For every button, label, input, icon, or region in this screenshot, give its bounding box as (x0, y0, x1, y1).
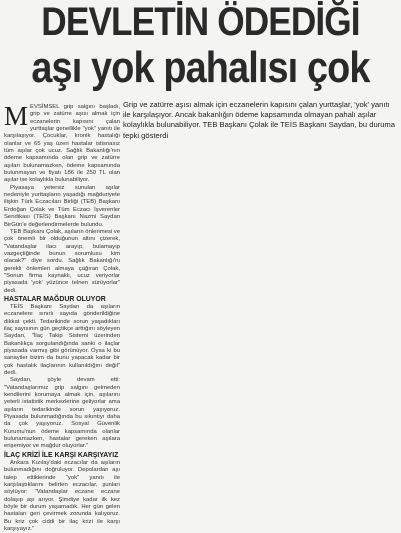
article-paragraph: TEB Başkanı Çolak, aşıların önlenmesi ve çok önemli bir olduğunun altını çizerek, "Vatandaşlar ilacı arayıp, bulamayıp vazgeçtiğinde bunun sorumlusu kim olacak?" diye sordu. Sağlık Bakanlığı'nı gerekli önlemleri almaya çağıran Çolak, "Sonun firma kaynaklı, ucuz veriyorlar piyasada 'yok' yüzünce telnen sürüyorlar" dedi. (4, 228, 121, 294)
article-lead: Grip ve zatürre aşısı almak için eczanelerin kapısını çalan yurttaşlar, 'yok' yanıtı ile karşılaşıyor. Ancak bakanlığın ödeme kapsamında olmayan pahalı aşılar kolaylıkla bulunabiliyor. TEB Başkanı Çolak ile TEİS Başkanı Saydan, bu duruma tepki gösterdi (123, 100, 395, 140)
headline-line-1: DEVLETİN ÖDEDİĞİ (41, 0, 360, 44)
subheading: HASTALAR MAĞDUR OLUYOR (4, 295, 106, 303)
drop-cap: M (4, 101, 29, 131)
article-paragraph: Piyasaya yetersiz sunulan aşılar nedeniyle yurttaşların yaşadığı mağduriyete ilişkin Türk Eczacıları Birliği (TEB) Başkanı Erdoğan Çolak ve Tüm Eczacı İşverenler Sendikası (TEİS) Başkanı Nazmi Saydan BirGün'e değerlendirmelerde bulundu. (4, 184, 120, 228)
article-paragraph: Ankara Kızılay'daki eczacılar da aşıların bulunmadığını doğruluyor. Depolardan aşı talep ettiklerinde "yok" yanıtı ile karşılaştıklarını belirten eczacılar, şunları söylüyor: "Vatandaşlar eczane eczane dolaşıp aşı arıyor. Şimdiye kadar ilk kez böyle bir durum yaşamadık. Her gün gelen hastaları geri çevirmek zorunda kalıyoruz. Bu kriz çok ciddi bir ilaç krizi ile karşı karşıyayız." (4, 459, 120, 532)
intro-text: EVSİMSEL grip salgını başladı, grip ve zatürre aşısı almak için eczanelerin kapısını çalan yurttaşlar genellikle "yok" yanıtı ile karşılaşıyor. Çocuklar, kronik hastalığı olanlar ve 65 yaş üzeri hastalar istisnasız tüm aşılar çok ucuz. Sağlık Bakanlığı'nın ödeme kapsamında olan grip ve zatürre aşıları bulunamazken, ödeme kapsamında bulunmayan ve fiyatı 186 ile 250 TL olan aşılar ise kolaylıkla bulunabiliyor. (4, 104, 120, 184)
article-paragraph: TEİS Başkanı Saydan da aşıların eczanelere sınırlı sayıda gönderildiğine dikkat çekti. Tedarikinde sorun yaşadıkları ilaç sayısının gün geçtikçe arttığını söyleyen Saydan, "İlaç Takip Sistemi üzerinden Bakanlıkça sorgulandığında sanki o ilaçlar piyasada varmış gibi görünüyor. Oysa ki bu sanayiler bizim da bunu yapacak kadar bir çok hastalık ilaçlarının kullanıldığını değil" dedi. (4, 303, 120, 377)
article-body (4, 101, 121, 533)
headline-line-2: aşı yok pahalısı çok (31, 43, 370, 92)
subheading: İLAÇ KRİZİ İLE KARŞI KARŞIYAYIZ (4, 451, 119, 459)
article-paragraph-intro (4, 101, 120, 185)
article-paragraph: Saydan, şöyle devam etti: "Vatandaşlarımız grip salgını gelmeden kendilerini korumaya almak için, aşılarını yeterli istatistik merkezlerine geliyorlar ama aşıların tedarikinde sorun yaşıyoruz. Piyasada bulunmadığında bu sıkıntıyı daha da çok yaşıyoruz. Sosyal Güvenlik Kurumu'nun ödeme kapsamında olanlar bulunamazken, hastalar gereken aşılara erişemiyor ve mağdur oluyorlar." (4, 377, 120, 450)
